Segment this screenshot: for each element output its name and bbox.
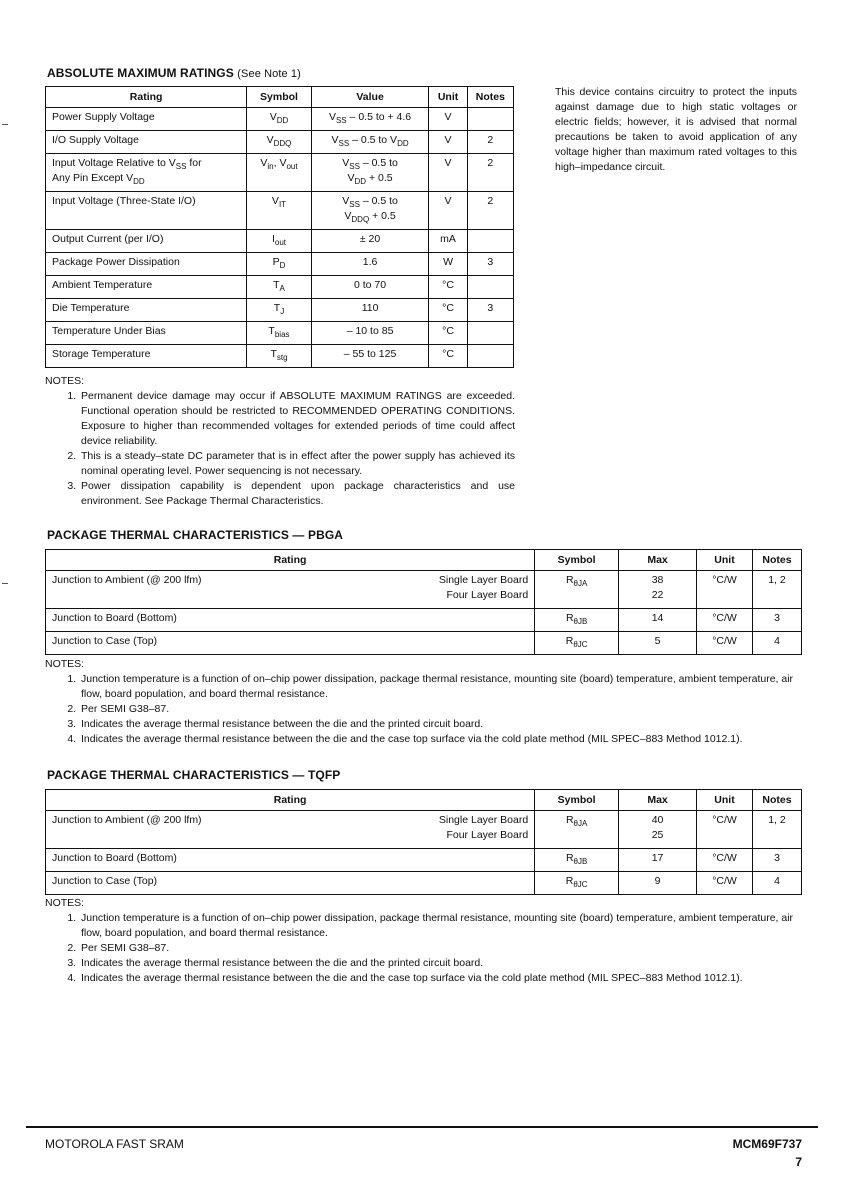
footer-part-number: MCM69F737 (732, 1137, 802, 1151)
rating-cell: I/O Supply Voltage (46, 131, 247, 154)
notes-cell (467, 230, 513, 253)
symbol-cell: $P_D$ (247, 253, 311, 276)
tqfp-title: PACKAGE THERMAL CHARACTERISTICS — TQFP (47, 768, 341, 782)
unit-cell: W (429, 253, 467, 276)
symbol-cell: $T_{stg}$ (247, 345, 311, 368)
rating-cell: Temperature Under Bias (46, 322, 247, 345)
rating-cell: Junction to Ambient (@ 200 lfm) Single Layer Board Four Layer Board (46, 571, 535, 609)
note-item: 4. Indicates the average thermal resistance between the die and the case top surface via the cold plate method (MIL SPEC–883 Method 1012.1). (79, 732, 805, 747)
unit-cell: °C/W (697, 571, 753, 609)
unit-cell: °C/W (697, 811, 753, 849)
table-row (46, 299, 514, 322)
rating-cell: Package Power Dissipation (46, 253, 247, 276)
col-rating: Rating (46, 790, 535, 811)
rating-cell: Junction to Ambient (@ 200 lfm) Single Layer Board Four Layer Board (46, 811, 535, 849)
table-row (46, 253, 514, 276)
note-item: 3. Power dissipation capability is dependent upon package characteristics and use environment. See Package Thermal Characteristics. (79, 479, 515, 509)
notes-cell (467, 322, 513, 345)
col-unit: Unit (697, 550, 753, 571)
unit-cell: °C/W (697, 632, 753, 655)
symbol-cell: $R_{\theta JC}$ (535, 872, 619, 895)
col-value: Value (311, 87, 429, 108)
symbol-cell: $V_{IT}$ (247, 192, 311, 230)
table-row (46, 322, 514, 345)
table-row (46, 276, 514, 299)
notes-cell (467, 108, 513, 131)
col-max: Max (619, 790, 697, 811)
notes-cell: 3 (467, 299, 513, 322)
max-cell: 40 25 (619, 811, 697, 849)
notes-label: NOTES: (45, 658, 85, 670)
footer-rule (26, 1126, 818, 1128)
max-cell: 5 (619, 632, 697, 655)
table-row (46, 345, 514, 368)
table-row (46, 108, 514, 131)
value-cell: – 10 to 85 (311, 322, 429, 345)
value-cell: $V_{SS} - 0.5$ to + 4.6 (311, 108, 429, 131)
col-unit: Unit (697, 790, 753, 811)
table-row (46, 872, 802, 895)
table-header-row (46, 790, 802, 811)
margin-tick (2, 583, 8, 584)
pbga-notes (45, 657, 805, 747)
rating-cell: Junction to Board (Bottom) (46, 849, 535, 872)
symbol-cell: $R_{\theta JC}$ (535, 632, 619, 655)
rating-cell: Ambient Temperature (46, 276, 247, 299)
symbol-cell: $R_{\theta JA}$ (535, 811, 619, 849)
rating-cell: Output Current (per I/O) (46, 230, 247, 253)
rating-cell: Junction to Board (Bottom) (46, 609, 535, 632)
table-row (46, 230, 514, 253)
note-item: 3. Indicates the average thermal resistance between the die and the printed circuit board. (79, 717, 805, 732)
pbga-table (45, 549, 802, 655)
pbga-title: PACKAGE THERMAL CHARACTERISTICS — PBGA (47, 528, 344, 542)
symbol-cell: $T_A$ (247, 276, 311, 299)
col-symbol: Symbol (247, 87, 311, 108)
rating-cell: Storage Temperature (46, 345, 247, 368)
notes-cell: 2 (467, 192, 513, 230)
value-cell: 1.6 (311, 253, 429, 276)
col-notes: Notes (752, 790, 801, 811)
symbol-cell: $R_{\theta JB}$ (535, 849, 619, 872)
notes-cell: 3 (467, 253, 513, 276)
table-row (46, 609, 802, 632)
col-symbol: Symbol (535, 790, 619, 811)
abs-max-title (47, 66, 301, 80)
value-cell: ± 20 (311, 230, 429, 253)
rating-cell: Junction to Case (Top) (46, 872, 535, 895)
symbol-cell: $R_{\theta JA}$ (535, 571, 619, 609)
max-cell: 14 (619, 609, 697, 632)
note-item: 2. Per SEMI G38–87. (79, 702, 805, 717)
notes-cell: 2 (467, 131, 513, 154)
symbol-cell: $T_{bias}$ (247, 322, 311, 345)
symbol-cell: $T_J$ (247, 299, 311, 322)
notes-cell: 1, 2 (752, 571, 801, 609)
symbol-cell: $V_{DDQ}$ (247, 131, 311, 154)
notes-label: NOTES: (45, 897, 85, 909)
note-item: 3. Indicates the average thermal resistance between the die and the printed circuit board. (79, 956, 805, 971)
abs-max-title-text: ABSOLUTE MAXIMUM RATINGS (47, 66, 234, 80)
abs-max-notes (45, 374, 515, 509)
rating-cell: Junction to Case (Top) (46, 632, 535, 655)
symbol-cell: $V_{DD}$ (247, 108, 311, 131)
unit-cell: V (429, 192, 467, 230)
col-notes: Notes (467, 87, 513, 108)
rating-cell: Power Supply Voltage (46, 108, 247, 131)
unit-cell: °C/W (697, 872, 753, 895)
table-row (46, 192, 514, 230)
table-row (46, 632, 802, 655)
rating-cell: Input Voltage (Three-State I/O) (46, 192, 247, 230)
note-item: 1. Permanent device damage may occur if ABSOLUTE MAXIMUM RATINGS are exceeded. Functional operation should be restricted to RECOMMENDED OPERATING CONDITIONS. Exposure to higher than recommended voltages for extended periods of time could affect device reliability. (79, 389, 515, 449)
value-cell: $V_{SS} - 0.5$ to $V_{DD} + 0.5$ (311, 154, 429, 192)
notes-cell (467, 276, 513, 299)
symbol-cell: $V_{in}$, $V_{out}$ (247, 154, 311, 192)
note-item: 1. Junction temperature is a function of on–chip power dissipation, package thermal resistance, mounting site (board) temperature, ambient temperature, air flow, board population, and board thermal resistance. (79, 911, 805, 941)
table-header-row (46, 87, 514, 108)
value-cell: 110 (311, 299, 429, 322)
note-item: 1. Junction temperature is a function of on–chip power dissipation, package thermal resistance, mounting site (board) temperature, ambient temperature, air flow, board population, and board thermal resistance. (79, 672, 805, 702)
abs-max-title-suffix: (See Note 1) (237, 68, 301, 80)
col-symbol: Symbol (535, 550, 619, 571)
table-header-row (46, 550, 802, 571)
value-cell: – 55 to 125 (311, 345, 429, 368)
unit-cell: mA (429, 230, 467, 253)
margin-tick (2, 124, 8, 125)
notes-cell: 3 (752, 609, 801, 632)
max-cell: 9 (619, 872, 697, 895)
notes-label: NOTES: (45, 375, 85, 387)
max-cell: 38 22 (619, 571, 697, 609)
note-item: 2. Per SEMI G38–87. (79, 941, 805, 956)
table-row (46, 131, 514, 154)
rating-cell: Input Voltage Relative to $V_{SS}$ for Any Pin Except $V_{DD}$ (46, 154, 247, 192)
note-item: 2. This is a steady–state DC parameter that is in effect after the power supply has achieved its nominal operating level. Power sequencing is not necessary. (79, 449, 515, 479)
unit-cell: V (429, 131, 467, 154)
col-rating: Rating (46, 87, 247, 108)
note-item: 4. Indicates the average thermal resistance between the die and the case top surface via the cold plate method (MIL SPEC–883 Method 1012.1). (79, 971, 805, 986)
tqfp-table (45, 789, 802, 895)
symbol-cell: $R_{\theta JB}$ (535, 609, 619, 632)
notes-cell: 2 (467, 154, 513, 192)
notes-cell (467, 345, 513, 368)
col-notes: Notes (752, 550, 801, 571)
notes-cell: 4 (752, 632, 801, 655)
max-cell: 17 (619, 849, 697, 872)
unit-cell: V (429, 108, 467, 131)
col-rating: Rating (46, 550, 535, 571)
value-cell: $V_{SS} - 0.5$ to $V_{DD}$ (311, 131, 429, 154)
unit-cell: °C/W (697, 609, 753, 632)
table-row (46, 811, 802, 849)
unit-cell: °C (429, 345, 467, 368)
table-row (46, 849, 802, 872)
col-max: Max (619, 550, 697, 571)
col-unit: Unit (429, 87, 467, 108)
unit-cell: °C/W (697, 849, 753, 872)
unit-cell: °C (429, 299, 467, 322)
unit-cell: °C (429, 276, 467, 299)
table-row (46, 154, 514, 192)
rating-cell: Die Temperature (46, 299, 247, 322)
notes-cell: 1, 2 (752, 811, 801, 849)
table-row (46, 571, 802, 609)
footer-left: MOTOROLA FAST SRAM (45, 1137, 184, 1151)
esd-note: This device contains circuitry to protect the inputs against damage due to high static voltages or electric fields; however, it is advised that normal precautions be taken to avoid application of any voltage higher than maximum rated voltages to this high–impedance circuit. (555, 86, 797, 173)
value-cell: $V_{SS} - 0.5$ to $V_{DDQ} + 0.5$ (311, 192, 429, 230)
tqfp-notes (45, 896, 805, 986)
page-number: 7 (795, 1155, 802, 1169)
value-cell: 0 to 70 (311, 276, 429, 299)
unit-cell: °C (429, 322, 467, 345)
symbol-cell: $I_{out}$ (247, 230, 311, 253)
abs-max-table (45, 86, 514, 368)
notes-cell: 4 (752, 872, 801, 895)
unit-cell: V (429, 154, 467, 192)
notes-cell: 3 (752, 849, 801, 872)
